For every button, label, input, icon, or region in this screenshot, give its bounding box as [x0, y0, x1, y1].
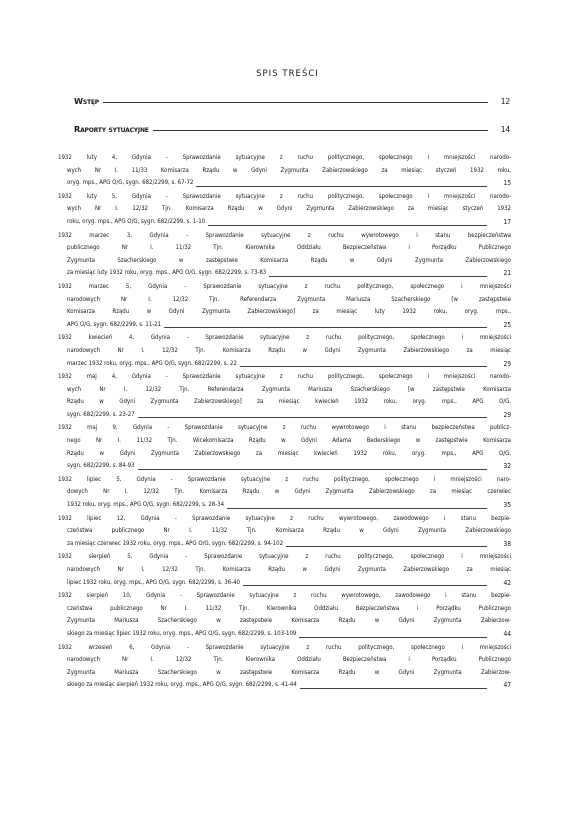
toc-entry-line: wych Nr I. 12/32 Tjn. Referendarza Zygmunta Mariusza Szacherskiego [w zastępstwie Komisarza [67, 385, 511, 393]
toc-section-label: Raporty sytuacyjne [74, 124, 149, 134]
toc-entry-line: Komisarza Rządu w Gdyni Zygmunta Zabierzowskiego] za miesiąc luty 1932 roku, oryg. mps., [67, 308, 511, 316]
toc-entry-line: Zygmunta Mariusza Szacherskiego w zastępstwie Komisarza Rządu w Gdyni Zygmunta Zabierzow- [67, 617, 511, 625]
toc-entry[interactable] [58, 422, 511, 472]
toc-entry-line: marzec 1932 roku, oryg. mps., APG O/G, sygn. 682/2299, s. 22 [67, 359, 237, 367]
toc-page-number: 17 [503, 217, 511, 226]
toc-entry-line: wych Nr I. 11/33 Komisarza Rządu w Gdyni Zygmunta Zabierzowskiego za miesiąc styczeń 1932 roku, [67, 166, 511, 174]
toc-page-number: 15 [503, 179, 511, 188]
toc-entry-line: lipiec 1932 roku, oryg. mps., APG O/G, sygn. 682/2299, s. 36-40 [67, 578, 240, 586]
toc-entry-last-row [58, 538, 511, 551]
leader-line [243, 585, 487, 586]
toc-section-introduction[interactable] [74, 94, 510, 106]
toc-entry-last-row [58, 358, 511, 371]
toc-entry[interactable] [58, 642, 511, 692]
toc-entry-last-row [58, 628, 511, 641]
toc-page-number: 12 [500, 97, 510, 106]
toc-entry-line: sygn. 682/2299, s. 84-93 [67, 462, 135, 470]
toc-page-number: 32 [503, 462, 511, 471]
toc-entry-line: skiego za miesiąc sierpień 1932 roku, oryg. mps., APG O/G, sygn. 682/2299, s. 41-44 [67, 681, 297, 689]
toc-entry-line: wych Nr I. 12/32 Tjn. Komisarza Rządu w Gdyni Zygmunta Zabierzowskiego za miesiąc styczeń 1932 [67, 205, 511, 213]
toc-entry[interactable] [58, 281, 511, 331]
toc-page-number: 47 [503, 681, 511, 690]
toc-entry[interactable] [58, 371, 511, 421]
toc-entry-line: Rządu w Gdyni Zygmunta Zabierzowskiego] za miesiąc kwiecień 1932 roku, oryg. mps., APG O/G, [67, 398, 511, 406]
toc-entry-line: skiego za miesiąc lipiec 1932 roku, oryg. mps., APG O/G, sygn. 682/2299, s. 103-109 [67, 629, 297, 637]
toc-entry-line: APG O/G, sygn. 682/2299, s. 11-21 [67, 320, 162, 328]
toc-entry[interactable] [58, 332, 511, 370]
toc-entry-line: publicznego Nr I. 11/32 Tjn. Kierownika Oddziału Bezpieczeństwa i Porządku Publicznego [67, 244, 511, 252]
toc-entry-last-row [58, 409, 511, 422]
toc-entry-line: narodowych Nr I. 12/32 Tjn. Komisarza Rządu w Gdyni Zygmunta Zabierzowskiego za miesiąc [67, 566, 511, 573]
toc-entry-list [58, 152, 511, 693]
toc-entry-line: roku, oryg. mps., APG O/G, sygn. 682/2299, s. 1-10 [67, 217, 206, 225]
toc-entry-last-row [58, 577, 511, 590]
toc-entry-line: 1932 marzec 3, Gdynia - Sprawozdanie sytuacyjne z ruchu wywrotowego i stanu bezpieczeństwa [58, 231, 511, 239]
toc-entry-line: 1932 maj 9, Gdynia - Sprawozdanie sytuacyjne z ruchu wywrotowego i stanu bezpieczeństwa publicz- [58, 424, 511, 432]
leader-line [300, 688, 487, 689]
toc-entry-line: sygn. 682/2299, s. 23-27 [67, 410, 135, 418]
toc-entry-line: nego Nr I. 11/32 Tjn. Wicekomisarza Rządu w Gdyni Adama Bederskiego w zastępstwie Komisarza [67, 437, 511, 445]
toc-entry-line: Zygmunta Mariusza Szacherskiego w zastępstwie Komisarza Rządu w Gdyni Zygmunta Zabierzow- [67, 668, 511, 676]
leader-line [208, 225, 487, 226]
toc-entry-line: za miesiąc czerwiec 1932 roku, oryg. mps., APG O/G, sygn. 682/2299, s. 94-102 [67, 539, 284, 547]
toc-section-label: Wstęp [74, 96, 99, 106]
toc-entry[interactable] [58, 474, 511, 512]
toc-entry-line: 1932 luty 4, Gdynia - Sprawozdanie sytuacyjne z ruchu politycznego, społecznego i mniejszości narodo- [58, 154, 511, 161]
toc-entry-line: za miesiąc luty 1932 roku, oryg. mps., APG O/G, sygn. 682/2299, s. 73-83 [67, 269, 267, 277]
leader-line [103, 102, 488, 103]
leader-line [240, 366, 487, 367]
toc-entry-last-row [58, 177, 511, 190]
toc-entry-last-row [58, 499, 511, 512]
toc-entry-line: Rządu w Gdyni Zygmunta Zabierzowskiego za miesiąc kwiecień 1932 roku, oryg. mps., APG O/G, [67, 449, 511, 457]
toc-entry-last-row [58, 267, 511, 280]
toc-entry[interactable] [58, 551, 511, 589]
toc-page-number: 21 [503, 269, 511, 278]
toc-entry[interactable] [58, 513, 511, 551]
toc-page-number: 14 [500, 125, 510, 134]
leader-line [196, 186, 487, 187]
leader-line [227, 508, 487, 509]
toc-entry-line: 1932 roku, oryg. mps., APG O/G, sygn. 682/2299, s. 28-34 [67, 501, 225, 509]
toc-entry[interactable] [58, 590, 511, 640]
leader-line [286, 546, 487, 547]
toc-entry-line: oryg. mps., APG O/G, sygn. 682/2299, s. 67-72 [67, 179, 194, 187]
toc-entry-last-row [58, 216, 511, 229]
toc-entry-last-row [58, 319, 511, 332]
toc-entry-line: 1932 sierpień 10, Gdynia - Sprawozdanie sytuacyjne z ruchu wywrotowego, zawodowego i stanu bezpie- [58, 592, 511, 600]
toc-entry-line: dowych Nr I. 12/32 Tjn. Komisarza Rządu w Gdyni Zygmunta Zabierzowskiego za miesiąc czerwiec [67, 488, 511, 496]
leader-line [269, 276, 487, 277]
toc-entry-line: 1932 wrzesień 6, Gdynia - Sprawozdanie sytuacyjne z ruchu politycznego, społecznego i mniejszości [58, 643, 511, 651]
toc-entry-line: 1932 lipiec 12, Gdynia - Sprawozdanie sytuacyjne z ruchu wywrotowego, zawodowego i stanu bezpie- [58, 514, 511, 522]
toc-page-number: 29 [503, 410, 511, 419]
leader-line [138, 417, 487, 418]
toc-entry[interactable] [58, 152, 511, 190]
toc-entry-line: 1932 luty 5, Gdynia - Sprawozdanie sytuacyjne z ruchu politycznego, społecznego i mniejszości narodo- [58, 192, 511, 200]
toc-page-number: 44 [503, 629, 511, 638]
leader-line [299, 637, 487, 638]
leader-line [138, 469, 487, 470]
toc-page-number: 25 [503, 320, 511, 329]
toc-section-reports[interactable] [74, 122, 510, 134]
toc-entry-line: Zygmunta Szacherskiego w zastępstwie Komisarza Rządu w Gdyni Zygmunta Zabierzowskiego [67, 256, 511, 264]
toc-entry-line: 1932 maj 4, Gdynia - Sprawozdanie sytuacyjne z ruchu politycznego, społecznego i mniejszości narodo- [58, 373, 511, 381]
toc-entry-line: 1932 kwiecień 4, Gdynia - Sprawozdanie sytuacyjne z ruchu politycznego, społecznego i mniejszości [58, 334, 511, 342]
toc-entry-last-row [58, 679, 511, 692]
toc-entry-last-row [58, 460, 511, 473]
page-title: SPIS TREŚCI [256, 68, 319, 78]
toc-entry-line: 1932 lipiec 5, Gdynia - Sprawozdanie sytuacyjne z ruchu politycznego, społecznego i mniejszości naro- [58, 475, 511, 483]
leader-line [164, 327, 487, 328]
toc-entry-line: narodowych Nr I. 12/32 Tjn. Komisarza Rządu w Gdyni Zygmunta Zabierzowskiego za miesiąc [67, 346, 511, 354]
toc-entry[interactable] [58, 230, 511, 280]
toc-page-number: 38 [503, 539, 511, 548]
toc-page-number: 29 [503, 359, 511, 368]
toc-entry-line: narodowych Nr I. 12/32 Tjn. Referendarza Zygmunta Mariusza Szacherskiego [w zastępstwie [67, 295, 511, 303]
toc-entry-line: 1932 marzec 5, Gdynia - Sprawozdanie sytuacyjne z ruchu politycznego, społecznego i mniejszości [58, 282, 511, 290]
toc-entry-line: czeństwa publicznego Nr I. 11/32 Tjn. Kierownika Oddziału Bezpieczeństwa i Porządku Publicznego [67, 604, 511, 612]
toc-page-number: 35 [503, 501, 511, 510]
toc-entry-line: czeństwa publicznego Nr I. 11/32 Tjn. Komisarza Rządu w Gdyni Zygmunta Zabierzowskiego [67, 527, 511, 535]
leader-line [153, 130, 488, 131]
toc-entry[interactable] [58, 191, 511, 229]
toc-page-number: 42 [503, 578, 511, 587]
toc-entry-line: 1932 sierpień 5, Gdynia - Sprawozdanie sytuacyjne z ruchu politycznego, społecznego i mniejszości [58, 553, 511, 561]
toc-entry-line: narodowych Nr I. 12/32 Tjn. Kierownika Oddziału Bezpieczeństwa i Porządku Publicznego [67, 656, 511, 664]
